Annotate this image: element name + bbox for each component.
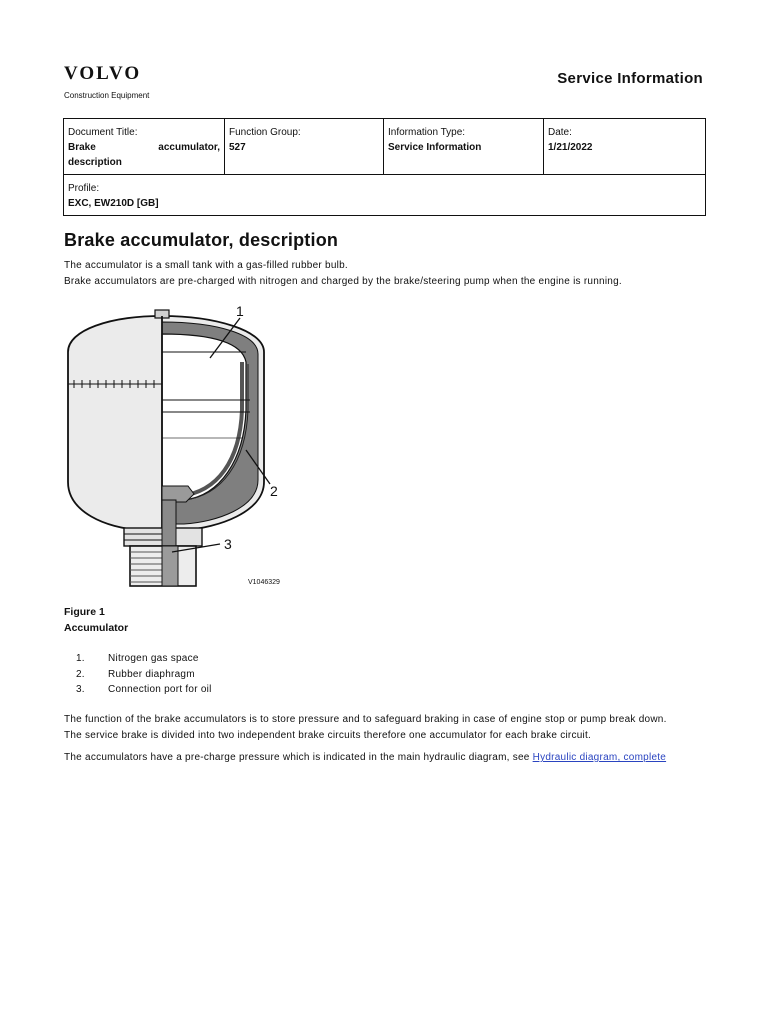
document-title-cell <box>64 119 225 175</box>
figure-legend-list <box>64 651 212 698</box>
hydraulic-diagram-link[interactable]: Hydraulic diagram, complete <box>532 752 667 763</box>
accumulator-illustration <box>60 300 296 592</box>
page-header-title: Service Information <box>557 70 703 87</box>
intro-text <box>64 258 704 290</box>
profile-value: EXC, EW210D [GB] <box>68 198 159 209</box>
function-group-label: Function Group: <box>229 127 301 138</box>
callout-3: 3 <box>224 536 232 552</box>
callout-2: 2 <box>270 483 278 499</box>
figure-image-code: V1046329 <box>248 579 280 586</box>
figure-caption <box>64 604 128 636</box>
date-label: Date: <box>548 127 572 138</box>
legend-item <box>64 682 212 698</box>
figure-caption-title: Accumulator <box>64 622 129 634</box>
legend-item-text: Rubber diaphragm <box>108 668 195 680</box>
profile-cell <box>64 175 706 216</box>
date-cell <box>544 119 706 175</box>
legend-item <box>64 651 212 667</box>
legend-item-number: 1. <box>76 653 85 665</box>
document-metadata-table <box>63 118 706 216</box>
information-type-cell <box>384 119 544 175</box>
document-title-value-line1: Brake accumulator, <box>68 142 220 153</box>
accumulator-figure <box>60 300 296 592</box>
brand-logo <box>64 64 149 100</box>
document-title-value-line2: description <box>68 157 122 168</box>
intro-line: The accumulator is a small tank with a gas-filled rubber bulb. <box>64 260 348 271</box>
date-value: 1/21/2022 <box>548 142 593 153</box>
body-text <box>64 712 705 766</box>
legend-item-text: Nitrogen gas space <box>108 653 199 665</box>
legend-item-number: 3. <box>76 684 85 696</box>
figure-caption-number: Figure 1 <box>64 606 105 618</box>
function-group-value: 527 <box>229 142 246 153</box>
body-paragraph-with-link <box>64 750 705 766</box>
callout-1: 1 <box>236 303 244 319</box>
function-group-cell <box>225 119 384 175</box>
document-title-label: Document Title: <box>68 127 138 138</box>
legend-item-number: 2. <box>76 668 85 680</box>
intro-line: Brake accumulators are pre-charged with nitrogen and charged by the brake/steering pump when the engine is running. <box>64 276 622 287</box>
brand-name: VOLVO <box>64 63 142 84</box>
body-paragraph: The service brake is divided into two independent brake circuits therefore one accumulator for each brake circuit. <box>64 730 592 741</box>
body-paragraph-text: The accumulators have a pre-charge pressure which is indicated in the main hydraulic diagram, see <box>64 752 530 763</box>
document-heading: Brake accumulator, description <box>64 230 339 250</box>
brand-subtitle: Construction Equipment <box>64 91 150 100</box>
body-paragraph: The function of the brake accumulators is to store pressure and to safeguard braking in case of engine stop or pump break down. <box>64 714 667 725</box>
information-type-label: Information Type: <box>388 127 466 138</box>
information-type-value: Service Information <box>388 142 482 153</box>
legend-item-text: Connection port for oil <box>108 684 212 696</box>
profile-label: Profile: <box>68 183 100 194</box>
legend-item <box>64 667 212 683</box>
